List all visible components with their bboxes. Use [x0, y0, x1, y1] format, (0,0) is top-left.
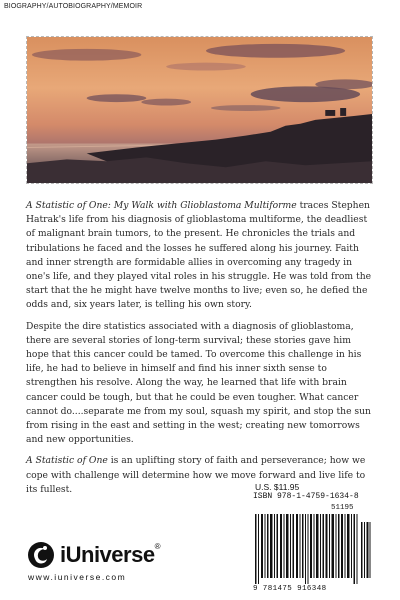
blurb-text: is an uplifting story of faith and perseverance; how we cope with challenge will determine how we move forward and live life to its fullest.: [26, 455, 366, 495]
barcode-block: [253, 492, 373, 597]
blurb-paragraph-2: Despite the dire statistics associated with a diagnosis of glioblastoma, there are several stories of long-term survival; these stories gave him hope that this cancer could be tamed. To overcome this challenge in his life, he had to believe in himself and find his inner sixth sense to strengthen his resolve. Along the way, he learned that life with brain cancer could be tough, but that he could be even tougher. What cancer cannot do....separate me from my soul, squash my spirit, and stop the sun from rising in the east and setting in the west; creating new tomorrows and new opportunities.: [26, 320, 371, 446]
isbn-top-text: ISBN 978-1-4759-1634-8: [253, 492, 359, 501]
price-addon-code: 51195: [331, 504, 354, 512]
book-title-italic: A Statistic of One: My Walk with Glioblastoma Multiforme: [26, 200, 297, 211]
sunset-photo: [26, 36, 373, 184]
price-label: U.S. $11.95: [255, 482, 300, 492]
isbn-barcode-number: 9 781475 916348: [253, 585, 327, 593]
blurb-paragraph-3: [26, 454, 372, 497]
publisher-name: [60, 542, 160, 568]
blurb-paragraph-1: [26, 199, 372, 313]
publisher-logo: [26, 540, 166, 570]
iuniverse-swirl-icon: [26, 540, 56, 570]
publisher-name-text: iUniverse: [60, 542, 155, 567]
publisher-website: www.iuniverse.com: [28, 572, 127, 582]
registered-mark: ®: [154, 542, 160, 551]
blurb-text: traces Stephen Hatrak's life from his diagnosis of glioblastoma multiforme, the deadliest of malignant brain tumors, to the present. He chronicles the trials and tribulations he faced and the losses he suffered along his journey. Faith and inner strength are formidable allies in overcoming any tragedy in one's life, and they played vital roles in his struggle. He was told from the start that the he might have twelve months to live; even so, he defied the odds and, six years later, is telling his own story.: [26, 200, 372, 311]
book-title-italic: A Statistic of One: [26, 455, 108, 467]
sunset-image: [27, 37, 372, 183]
barcode-icon: [255, 514, 371, 584]
back-cover-blurb: [26, 199, 372, 504]
genre-label: BIOGRAPHY/AUTOBIOGRAPHY/MEMOIR: [4, 3, 143, 10]
